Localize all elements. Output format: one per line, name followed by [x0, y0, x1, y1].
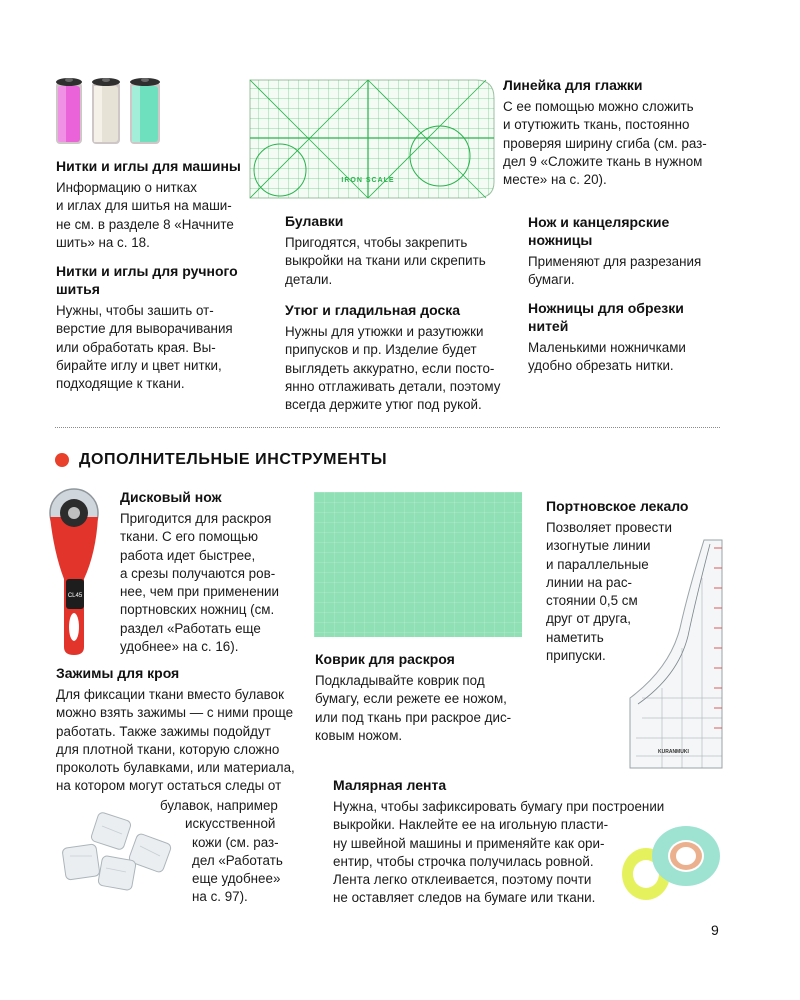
iron-text: Нужны для утюжки и разутюжки припусков и пр. Изделие будет выглядеть аккуратно, если посто- янно отглаживать детали, поэтому всегда держите утюг под рукой.: [285, 324, 501, 413]
iron-ruler-block: [503, 76, 723, 189]
cutter-brand: CL45: [67, 593, 83, 599]
thread-scissors-block: [528, 299, 728, 376]
french-curve-image: [622, 538, 727, 770]
cutting-mat-block: [315, 650, 530, 745]
curve-brand: KURANMUKI: [658, 749, 689, 755]
masking-tape-title: Малярная лента: [333, 777, 447, 793]
hand-thread-text: Нужны, чтобы зашить от- верстие для выворачивания или обработать края. Вы- бирайте иглу и цвет нитки, подходящие к ткани.: [56, 303, 233, 392]
machine-thread-block: [56, 157, 256, 252]
iron-ruler-title: Линейка для глажки: [503, 77, 643, 93]
pins-title: Булавки: [285, 213, 344, 229]
machine-thread-text: Информацию о нитках и иглах для шитья на маши- не см. в разделе 8 «Начните шить» на с. 18.: [56, 180, 234, 250]
rotary-cutter-text: Пригодится для раскроя ткани. С его помощью работа идет быстрее, а срезы получаются ров- нее, чем при применении портновских ножниц (см. раздел «Работать еще удобнее» на с. 16).: [120, 511, 280, 655]
clips-block: [56, 664, 316, 796]
iron-ruler-image: [248, 78, 498, 200]
pins-block: [285, 212, 505, 289]
french-curve-title: Портновское лекало: [546, 498, 689, 514]
thread-scissors-text: Маленькими ножничками удобно обрезать нитки.: [528, 340, 686, 374]
iron-title: Утюг и гладильная доска: [285, 302, 461, 318]
section-heading: [55, 451, 387, 469]
cutting-mat-image: [314, 492, 522, 637]
knife-scissors-block: [528, 213, 728, 290]
machine-thread-title: Нитки и иглы для машины: [56, 158, 241, 174]
cutting-mat-text: Подкладывайте коврик под бумагу, если режете ее ножом, или под ткань при раскрое дис- ковым ножом.: [315, 673, 512, 743]
clips-text: Для фиксации ткани вместо булавок можно взять зажимы — с ними проще работать. Также зажимы подойдут для плотной ткани, которую сложно проколоть булавками, или материала, на котором могут остаться следы от: [56, 687, 295, 794]
hand-thread-block: [56, 262, 256, 393]
french-curve-text: Позволяет провести изогнутые линии и параллельные линии на рас- стоянии 0,5 см друг от друга, наметить припуски.: [546, 520, 672, 664]
page-number: 9: [711, 922, 719, 938]
cutting-mat-title: Коврик для раскроя: [315, 651, 455, 667]
clips-text-continued: булавок, например искусственной кожи (см. раз- дел «Работать еще удобнее» на с. 97).: [160, 798, 283, 905]
masking-tape-image: [618, 822, 728, 904]
knife-scissors-title: Нож и канцелярские ножницы: [528, 214, 670, 248]
rotary-cutter-title: Дисковый нож: [120, 489, 222, 505]
masking-tape-text: Нужна, чтобы зафиксировать бумагу при построении выкройки. Наклейте ее на игольную пласти- ну швейной машины и применяйте как ори- ентир, чтобы строчка получилась ровной. Лента легко отклеивается, поэтому почти не оставляет следов на бумаге или ткани.: [333, 799, 665, 906]
thread-spools-image: [50, 74, 168, 146]
knife-scissors-text: Применяют для разрезания бумаги.: [528, 254, 702, 288]
section-title: ДОПОЛНИТЕЛЬНЫЕ ИНСТРУМЕНТЫ: [79, 451, 388, 468]
clips-image: [56, 812, 190, 894]
hand-thread-title: Нитки и иглы для ручного шитья: [56, 263, 238, 297]
section-divider: [55, 427, 720, 428]
rotary-cutter-block: [120, 488, 305, 656]
clips-title: Зажимы для кроя: [56, 665, 180, 681]
iron-ruler-text: С ее помощью можно сложить и отутюжить ткань, постоянно проверяя ширину сгиба (см. раз- дел 9 «Сложите ткань в нужном месте» на с. 20).: [503, 99, 707, 188]
thread-scissors-title: Ножницы для обрезки нитей: [528, 300, 684, 334]
rotary-cutter-image: [40, 487, 110, 657]
iron-block: [285, 301, 510, 414]
ruler-label: IRON SCALE: [341, 177, 395, 184]
bullet-dot-icon: [55, 453, 69, 467]
pins-text: Пригодятся, чтобы закрепить выкройки на ткани или скрепить детали.: [285, 235, 486, 287]
